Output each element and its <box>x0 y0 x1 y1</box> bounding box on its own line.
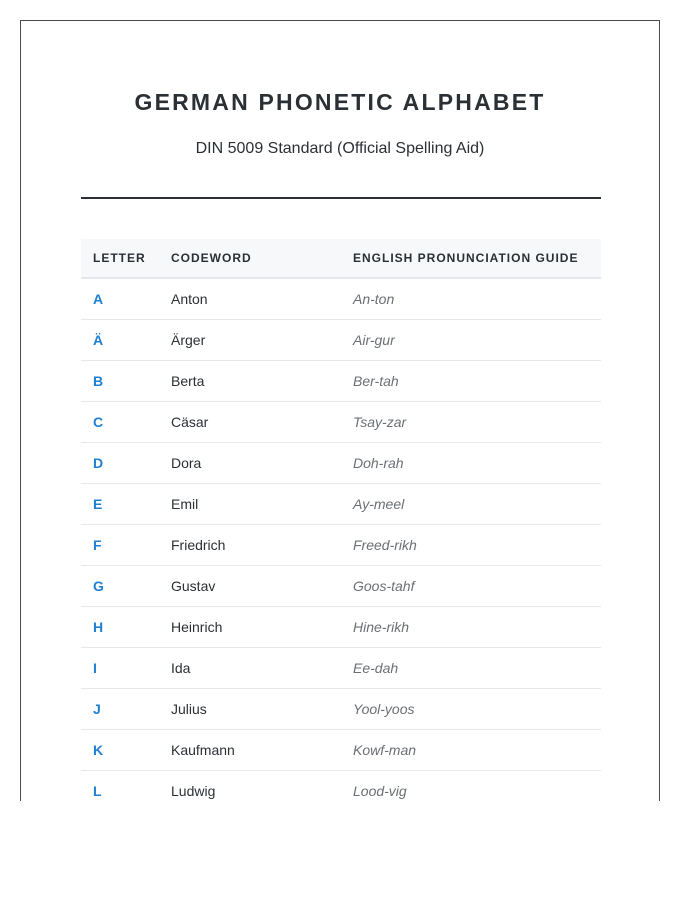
pronunciation-cell: Lood-vig <box>341 771 601 802</box>
table-row <box>81 402 601 443</box>
table-row <box>81 689 601 730</box>
pronunciation-cell: Ay-meel <box>341 484 601 525</box>
codeword-cell: Gustav <box>159 566 341 607</box>
letter-cell: J <box>81 689 159 730</box>
column-header-codeword: CODEWORD <box>159 239 341 278</box>
codeword-cell: Ärger <box>159 320 341 361</box>
table-body <box>81 278 601 801</box>
pronunciation-cell: Air-gur <box>341 320 601 361</box>
letter-cell: H <box>81 607 159 648</box>
letter-cell: L <box>81 771 159 802</box>
table-row <box>81 607 601 648</box>
table-row <box>81 278 601 320</box>
pronunciation-cell: Freed-rikh <box>341 525 601 566</box>
pronunciation-cell: An-ton <box>341 278 601 320</box>
letter-cell: K <box>81 730 159 771</box>
pronunciation-cell: Doh-rah <box>341 443 601 484</box>
table-row <box>81 320 601 361</box>
codeword-cell: Kaufmann <box>159 730 341 771</box>
letter-cell: E <box>81 484 159 525</box>
pronunciation-cell: Ber-tah <box>341 361 601 402</box>
letter-cell: I <box>81 648 159 689</box>
codeword-cell: Ludwig <box>159 771 341 802</box>
pronunciation-cell: Ee-dah <box>341 648 601 689</box>
table-header <box>81 239 601 278</box>
pronunciation-cell: Yool-yoos <box>341 689 601 730</box>
phonetic-alphabet-table <box>81 239 601 801</box>
table-row <box>81 443 601 484</box>
codeword-cell: Anton <box>159 278 341 320</box>
codeword-cell: Berta <box>159 361 341 402</box>
pronunciation-cell: Goos-tahf <box>341 566 601 607</box>
letter-cell: B <box>81 361 159 402</box>
codeword-cell: Julius <box>159 689 341 730</box>
table-row <box>81 361 601 402</box>
codeword-cell: Ida <box>159 648 341 689</box>
table-row <box>81 771 601 802</box>
table-row <box>81 648 601 689</box>
document-page <box>20 20 660 801</box>
codeword-cell: Dora <box>159 443 341 484</box>
pronunciation-cell: Kowf-man <box>341 730 601 771</box>
title-divider <box>81 197 601 199</box>
column-header-guide: ENGLISH PRONUNCIATION GUIDE <box>341 239 601 278</box>
column-header-letter: LETTER <box>81 239 159 278</box>
pronunciation-cell: Hine-rikh <box>341 607 601 648</box>
letter-cell: F <box>81 525 159 566</box>
table-row <box>81 566 601 607</box>
codeword-cell: Cäsar <box>159 402 341 443</box>
letter-cell: G <box>81 566 159 607</box>
codeword-cell: Friedrich <box>159 525 341 566</box>
codeword-cell: Emil <box>159 484 341 525</box>
table-row <box>81 730 601 771</box>
letter-cell: C <box>81 402 159 443</box>
letter-cell: D <box>81 443 159 484</box>
letter-cell: Ä <box>81 320 159 361</box>
table-header-row <box>81 239 601 278</box>
codeword-cell: Heinrich <box>159 607 341 648</box>
table-row <box>81 525 601 566</box>
page-subtitle: DIN 5009 Standard (Official Spelling Aid) <box>195 140 485 157</box>
page-title: GERMAN PHONETIC ALPHABET <box>134 89 546 115</box>
letter-cell: A <box>81 278 159 320</box>
table-row <box>81 484 601 525</box>
pronunciation-cell: Tsay-zar <box>341 402 601 443</box>
